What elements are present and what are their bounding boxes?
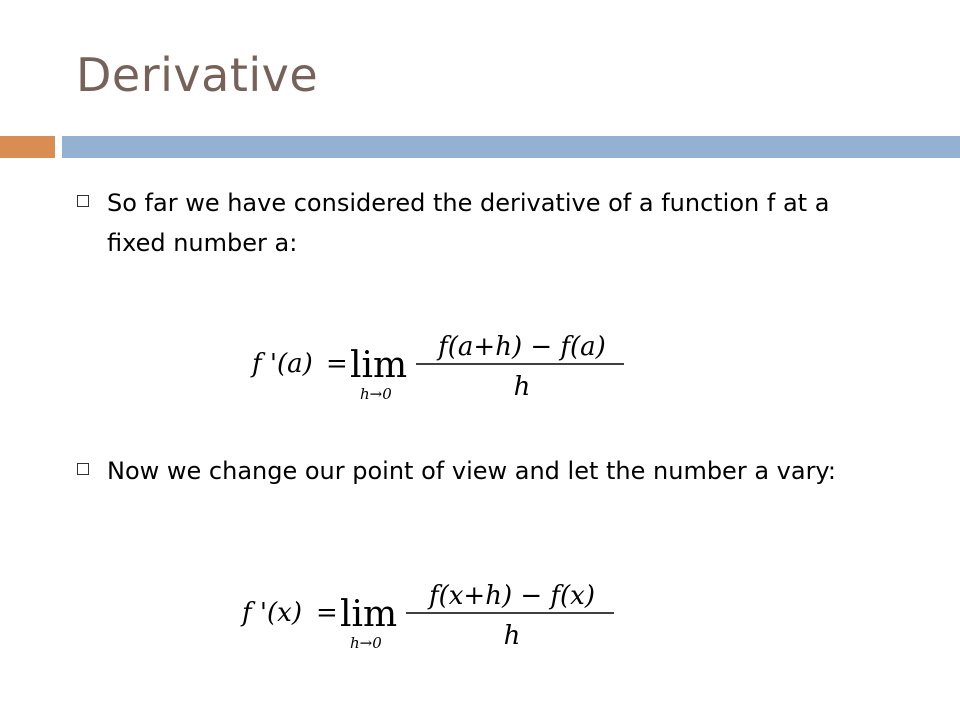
equals-sign: =: [326, 349, 348, 379]
fraction-numerator: f(x+h) − f(x): [429, 581, 595, 611]
limit-operator: lim: [350, 345, 408, 386]
equals-sign: =: [316, 598, 338, 628]
square-bullet-icon: [77, 463, 89, 475]
bullet-item-fixed-number: [74, 183, 914, 263]
formula-svg: [250, 325, 630, 405]
fraction-denominator: h: [513, 372, 531, 402]
slide-title: Derivative: [76, 48, 319, 102]
bullet-item-vary: [74, 451, 914, 491]
square-bullet-icon: [77, 195, 89, 207]
bullet-text: Now we change our point of view and let the number a vary:: [107, 457, 836, 485]
accent-bar-orange: [0, 136, 55, 158]
fraction-denominator: h: [503, 621, 521, 651]
bullet-text: So far we have considered the derivative of a function f at a fixed number a:: [107, 189, 830, 257]
limit-subscript: h→0: [360, 385, 392, 403]
formula-lhs: f '(x): [242, 598, 302, 628]
formula-lhs: f '(a): [252, 349, 313, 379]
formula-svg: [240, 574, 620, 654]
derivative-formula-at-x: [240, 574, 620, 654]
fraction-numerator: f(a+h) − f(a): [438, 332, 606, 362]
accent-bar-blue: [62, 136, 960, 158]
limit-subscript: h→0: [350, 634, 382, 652]
limit-operator: lim: [340, 594, 398, 635]
derivative-formula-at-a: [250, 325, 630, 405]
